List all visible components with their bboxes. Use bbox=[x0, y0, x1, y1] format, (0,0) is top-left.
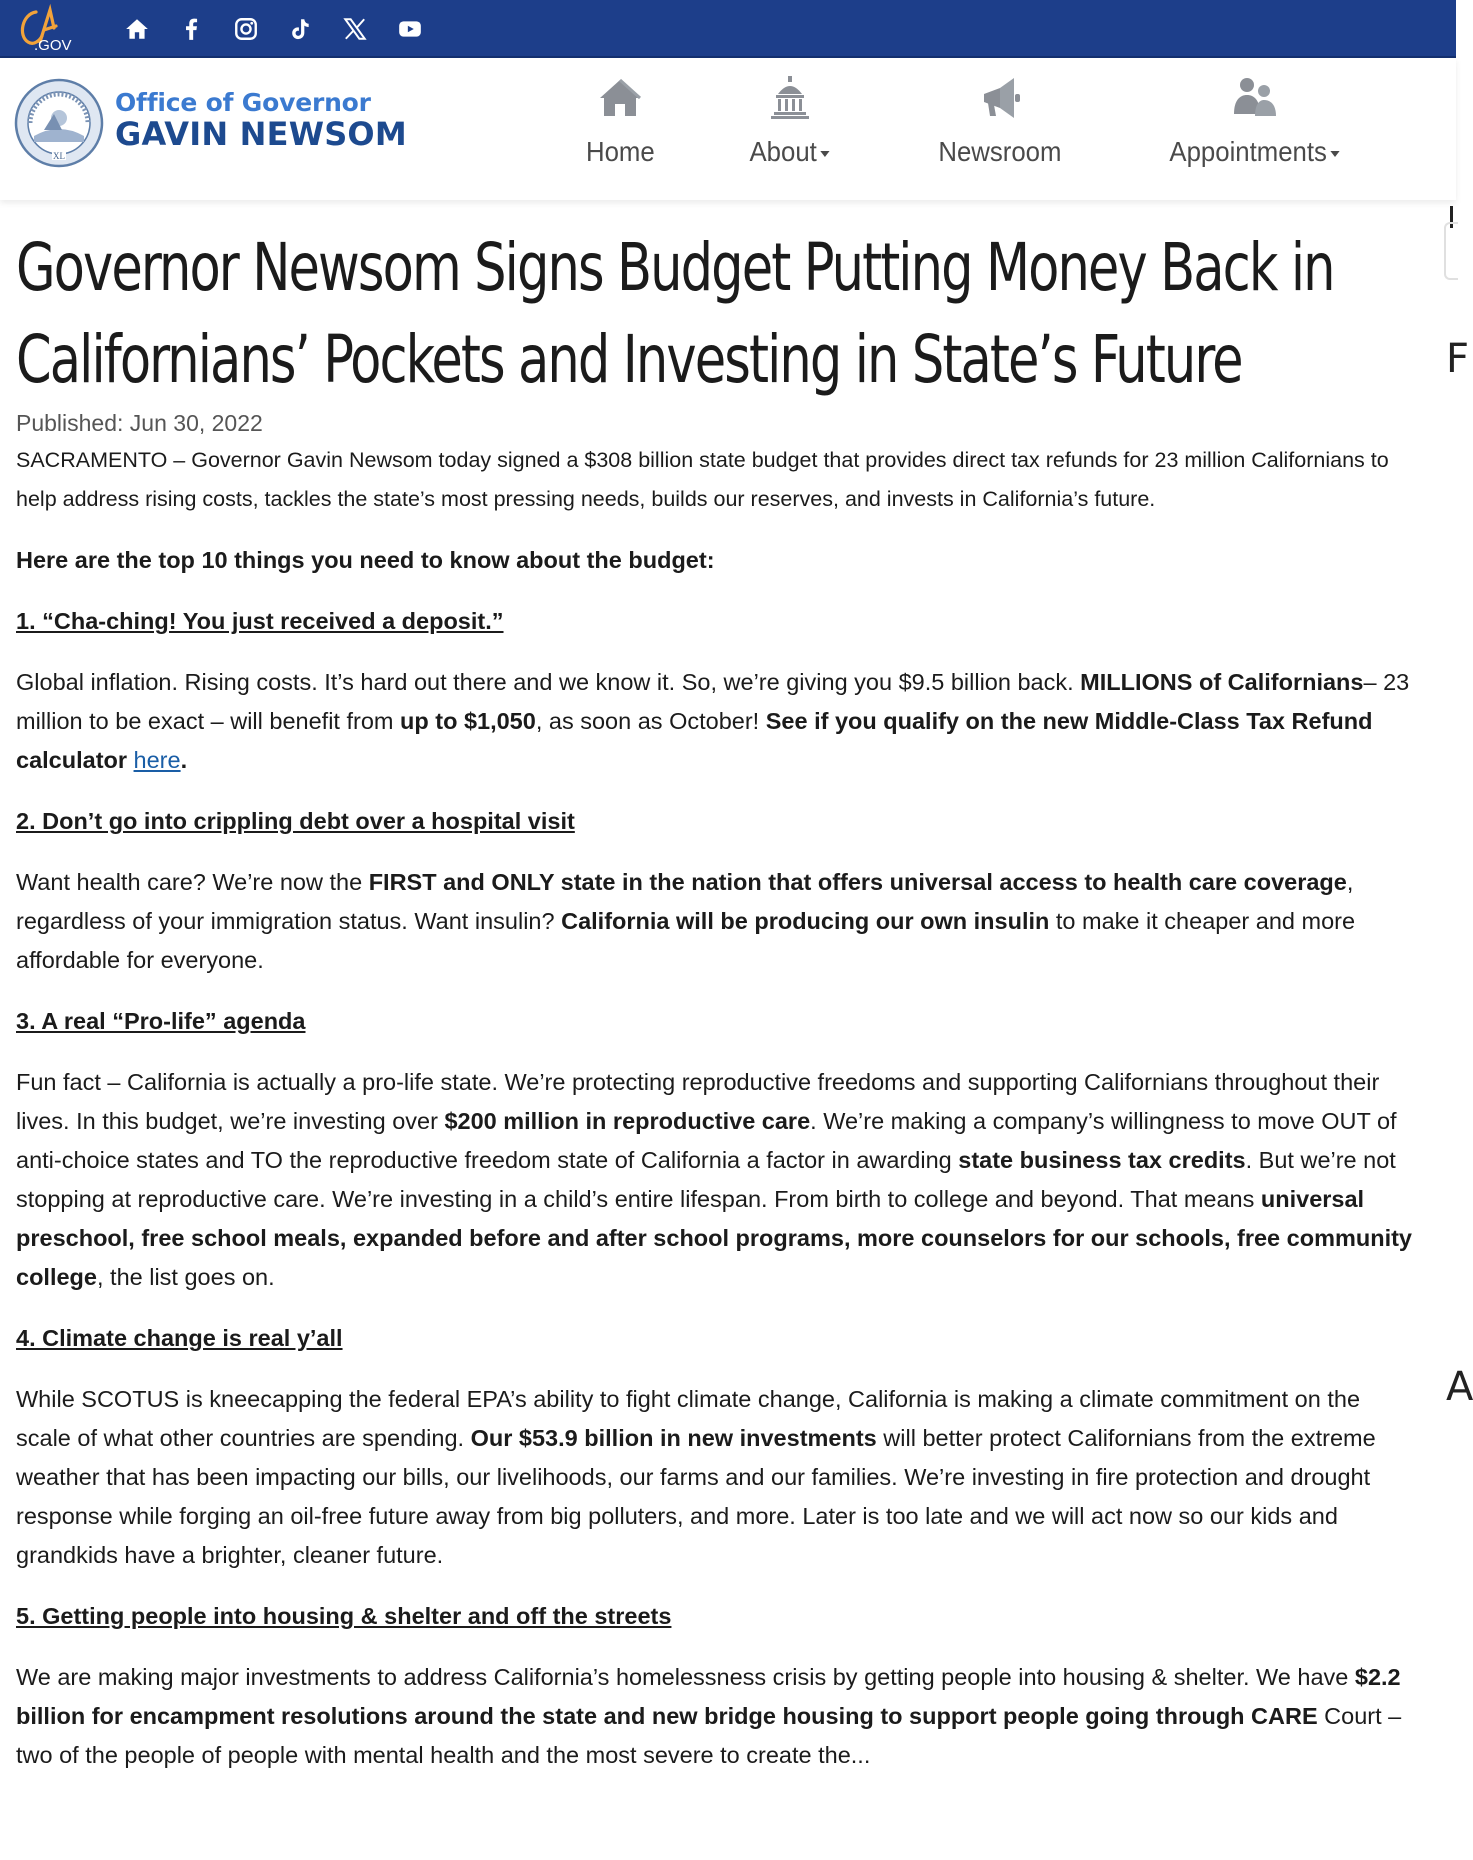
nav-home[interactable] bbox=[560, 74, 680, 184]
page-title: Governor Newsom Signs Budget Putting Money Back in Californians’ Pockets and Investing in State’s Future bbox=[16, 229, 1334, 398]
section-paragraph-4: While SCOTUS is kneecapping the federal EPA’s ability to fight climate change, California is making a climate commitment on the scale of what other countries are spending. Our $53.9 billion in new investments will better protect Californians from the extreme weather that has been impacting our bills, our livelihoods, our farms and our families. We’re investing in fire protection and drought response while forging an oil-free future away from big polluters, and more. Later is too late and we will act now so our kids and grandkids have a brighter, cleaner future. bbox=[16, 1386, 1376, 1568]
ca-gov-logo[interactable] bbox=[14, 6, 80, 52]
section-paragraph-1: Global inflation. Rising costs. It’s hard out there and we know it. So, we’re giving you $9.5 billion back. MILLIONS of Californians– 23 million to be exact – will benefit from up to $1,050, as soon as October! See if you qualify on the new Middle-Class Tax Refund calculator here. bbox=[16, 669, 1410, 773]
capitol-icon bbox=[766, 74, 814, 122]
article bbox=[16, 222, 1416, 1775]
home-icon[interactable] bbox=[122, 14, 152, 44]
section-heading-4: 4. Climate change is real y’all bbox=[16, 1325, 343, 1351]
section-heading-1: 1. “Cha-ching! You just received a deposit.” bbox=[16, 608, 504, 634]
youtube-icon[interactable] bbox=[395, 14, 425, 44]
utility-bar bbox=[0, 0, 1456, 58]
site-header bbox=[0, 58, 1456, 200]
chevron-down-icon bbox=[821, 151, 830, 157]
section-heading-5: 5. Getting people into housing & shelter and off the streets bbox=[16, 1603, 672, 1629]
section-paragraph-2: Want health care? We’re now the FIRST and ONLY state in the nation that offers universal access to health care coverage, regardless of your immigration status. Want insulin? California will be producing our own insulin to make it cheaper and more affordable for everyone. bbox=[16, 869, 1356, 973]
sidebar-heading-peek: F bbox=[1446, 336, 1470, 382]
published-date: Published: Jun 30, 2022 bbox=[16, 410, 263, 436]
house-icon bbox=[596, 74, 644, 122]
chevron-down-icon bbox=[1331, 151, 1340, 157]
megaphone-icon bbox=[976, 74, 1024, 122]
nav-about[interactable] bbox=[730, 74, 850, 184]
sidebar-heading-peek-2: A bbox=[1446, 1364, 1473, 1410]
nav-home-label: Home bbox=[585, 136, 655, 167]
x-icon[interactable] bbox=[340, 14, 370, 44]
california-seal-logo[interactable] bbox=[14, 78, 104, 168]
nav-newsroom[interactable] bbox=[920, 74, 1080, 184]
tax-refund-calculator-link[interactable]: here bbox=[133, 747, 181, 773]
people-icon bbox=[1231, 74, 1279, 122]
intro-heading: Here are the top 10 things you need to know about the budget: bbox=[16, 547, 715, 573]
brand-office-title[interactable]: Office of Governor bbox=[115, 88, 371, 117]
article-lede: SACRAMENTO – Governor Gavin Newsom today signed a $308 billion state budget that provides direct tax refunds for 23 million Californians to help address rising costs, tackles the state’s most pressing needs, builds our reserves, and invests in California’s future. bbox=[16, 448, 1389, 511]
nav-newsroom-label: Newsroom bbox=[938, 136, 1062, 167]
section-heading-3: 3. A real “Pro-life” agenda bbox=[16, 1008, 306, 1034]
svg-text:XL: XL bbox=[53, 151, 65, 161]
nav-about-label: About bbox=[750, 136, 830, 168]
section-paragraph-3: Fun fact – California is actually a pro-life state. We’re protecting reproductive freedoms and supporting Californians throughout their lives. In this budget, we’re investing over $200 million in reproductive care. We’re making a company’s willingness to move OUT of anti-choice states and TO the reproductive freedom state of California a factor in awarding state business tax credits. But we’re not stopping at reproductive care. We’re investing in a child’s entire lifespan. From birth to college and beyond. That means universal preschool, free school meals, expanded before and after school programs, more counselors for our schools, free community college, the list goes on. bbox=[16, 1069, 1412, 1290]
section-paragraph-5: We are making major investments to address California’s homelessness crisis by getting people into housing & shelter. We have $2.2 billion for encampment resolutions around the state and new bridge housing to support people going through CARE Court – two of the people of people with mental health and the most severe to create the... bbox=[16, 1664, 1402, 1768]
brand-governor-name[interactable]: GAVIN NEWSOM bbox=[115, 115, 407, 153]
tiktok-icon[interactable] bbox=[285, 14, 315, 44]
instagram-icon[interactable] bbox=[231, 14, 261, 44]
section-heading-2: 2. Don’t go into crippling debt over a hospital visit bbox=[16, 808, 575, 834]
nav-appointments-label: Appointments bbox=[1170, 136, 1340, 168]
nav-appointments[interactable] bbox=[1160, 74, 1350, 184]
sidebar-search-box-edge[interactable] bbox=[1444, 222, 1458, 280]
svg-text:.GOV: .GOV bbox=[34, 37, 72, 54]
facebook-icon[interactable] bbox=[176, 14, 206, 44]
